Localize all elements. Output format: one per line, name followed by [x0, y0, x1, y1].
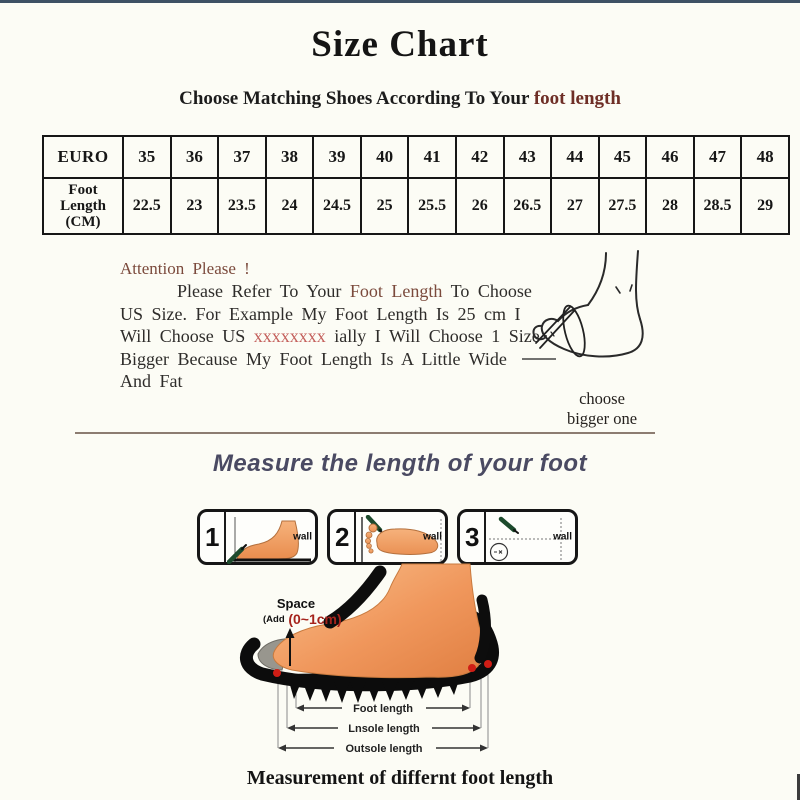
step-divider [224, 512, 226, 562]
choose-bigger-line: bigger one [566, 409, 638, 428]
step-number: 1 [205, 522, 220, 552]
foot-length-label-line: Foot [68, 182, 98, 198]
choose-bigger-line: choose [579, 389, 625, 408]
space-label: Space [276, 596, 316, 611]
attention-line: And Fat [120, 371, 183, 392]
euro-size-cell: 48 [741, 136, 789, 178]
table-row-foot-length [43, 178, 789, 234]
step-number: 2 [335, 522, 350, 552]
table-row-euro [43, 136, 789, 178]
euro-size-cell: 36 [171, 136, 219, 178]
euro-size-cell: 41 [408, 136, 456, 178]
attention-line: Bigger Because My Foot Length Is A Little Wide [120, 348, 507, 369]
euro-size-cell: 38 [266, 136, 314, 178]
euro-size-cell: 37 [218, 136, 266, 178]
insole-length-label: Lnsole length [348, 723, 420, 735]
subtitle-highlight: foot length [533, 88, 621, 109]
attention-note [120, 258, 568, 392]
foot-length-label-line: (CM) [65, 214, 101, 230]
wall-label: wall [423, 531, 442, 543]
foot-length-label-line: Length [60, 198, 106, 214]
step-1-box [197, 509, 318, 565]
foot-length-cell: 27.5 [599, 178, 647, 234]
euro-size-cell: 45 [599, 136, 647, 178]
attention-text: ially I Will Choose 1 Size [325, 326, 540, 347]
foot-length-cell: 26.5 [504, 178, 552, 234]
euro-size-cell: 39 [313, 136, 361, 178]
step-3-box [457, 509, 578, 565]
euro-size-cell: 43 [504, 136, 552, 178]
attention-heading: Attention Please ! [120, 259, 250, 278]
choose-bigger-note [543, 389, 661, 429]
foot-length-cell: 25.5 [408, 178, 456, 234]
footer-caption: Measurement of differnt foot length [246, 767, 554, 789]
step-divider [484, 512, 486, 562]
wall-label: wall [553, 531, 572, 543]
attention-text: Will Choose US [120, 326, 254, 347]
foot-length-cell: 27 [551, 178, 599, 234]
section-divider [75, 432, 655, 434]
subtitle [0, 88, 800, 110]
foot-length-cell: 24.5 [313, 178, 361, 234]
euro-size-cell: 47 [694, 136, 742, 178]
table-header-foot-length [43, 178, 123, 234]
wall-label: wall [293, 531, 312, 543]
foot-length-cell: 26 [456, 178, 504, 234]
outsole-length-label: Outsole length [345, 743, 423, 755]
euro-size-cell: 44 [551, 136, 599, 178]
space-note-value: (0~1cm) [288, 611, 342, 627]
size-chart-table [42, 135, 790, 235]
subtitle-text: Choose Matching Shoes According To Your [179, 88, 534, 109]
foot-length-cell: 29 [741, 178, 789, 234]
step-number: 3 [465, 522, 480, 552]
measure-steps [197, 509, 578, 565]
foot-length-cell: 23.5 [218, 178, 266, 234]
euro-size-cell: 40 [361, 136, 409, 178]
pencil-icon [501, 519, 518, 533]
foot-length-cell: 28.5 [694, 178, 742, 234]
measuring-tape-icon [536, 304, 589, 359]
foot-length-cell: 25 [361, 178, 409, 234]
table-header-euro: EURO [43, 136, 123, 178]
attention-highlight: Foot Length [349, 281, 443, 302]
foot-in-shoe-diagram [230, 558, 530, 768]
euro-size-cell: 42 [456, 136, 504, 178]
space-note-prefix: (Add [263, 614, 285, 625]
attention-line: US Size. For Example My Foot Length Is 25 cm I [120, 303, 521, 324]
step-divider [354, 512, 356, 562]
foot-length-cell: 22.5 [123, 178, 171, 234]
measure-section-heading: Measure the length of your foot [212, 450, 588, 477]
step-2-box [327, 509, 448, 565]
euro-size-cell: 35 [123, 136, 171, 178]
foot-side-sketch-icon [520, 249, 680, 384]
page-title: Size Chart [311, 24, 489, 65]
attention-text: Please Refer To Your [177, 281, 350, 302]
foot-length-label: Foot length [353, 703, 413, 715]
attention-line [120, 325, 568, 347]
attention-text: To Choose [442, 281, 532, 302]
foot-length-cell: 28 [646, 178, 694, 234]
foot-length-cell: 23 [171, 178, 219, 234]
redacted-text: xxxxxxxx [253, 326, 326, 347]
foot-length-cell: 24 [266, 178, 314, 234]
attention-line [120, 280, 568, 302]
euro-size-cell: 46 [646, 136, 694, 178]
